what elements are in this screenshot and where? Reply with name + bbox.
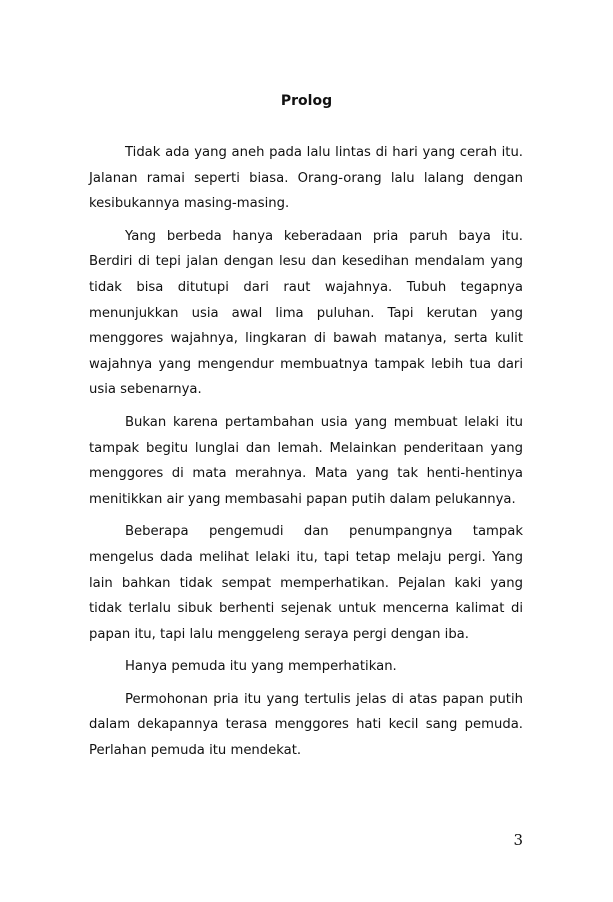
paragraph-3: Bukan karena pertambahan usia yang membuat lelaki itu tampak begitu lunglai dan lemah. Melainkan penderitaan yang menggores di mata merahnya. Mata yang tak henti-hentinya menitikkan air yang membasahi papan putih dalam pelukannya. xyxy=(89,414,523,507)
paragraph-6: Permohonan pria itu yang tertulis jelas di atas papan putih dalam dekapannya terasa menggores hati kecil sang pemuda. Perlahan pemuda itu mendekat. xyxy=(89,691,523,759)
chapter-title: Prolog xyxy=(280,93,333,109)
paragraph-4: Beberapa pengemudi dan penumpangnya tampak mengelus dada melihat lelaki itu, tapi tetap melaju pergi. Yang lain bahkan tidak sempat memperhatikan. Pejalan kaki yang tidak terlalu sibuk berhenti sejenak untuk mencerna kalimat di papan itu, tapi lalu menggeleng seraya pergi dengan iba. xyxy=(89,524,523,642)
page-number: 3 xyxy=(513,831,523,849)
paragraph-5: Hanya pemuda itu yang memperhatikan. xyxy=(125,659,397,675)
paragraph-2: Yang berbeda hanya keberadaan pria paruh baya itu. Berdiri di tepi jalan dengan lesu dan kesedihan mendalam yang tidak bisa ditutupi dari raut wajahnya. Tubuh tegapnya menunjukkan usia awal lima puluhan. Tapi kerutan yang menggores wajahnya, lingkaran di bawah matanya, serta kulit wajahnya yang mengendur membuatnya tampak lebih tua dari usia sebenarnya. xyxy=(89,228,523,398)
chapter-body xyxy=(89,140,523,771)
paragraph-1: Tidak ada yang aneh pada lalu lintas di hari yang cerah itu. Jalanan ramai seperti biasa. Orang-orang lalu lalang dengan kesibukannya masing-masing. xyxy=(89,145,523,212)
